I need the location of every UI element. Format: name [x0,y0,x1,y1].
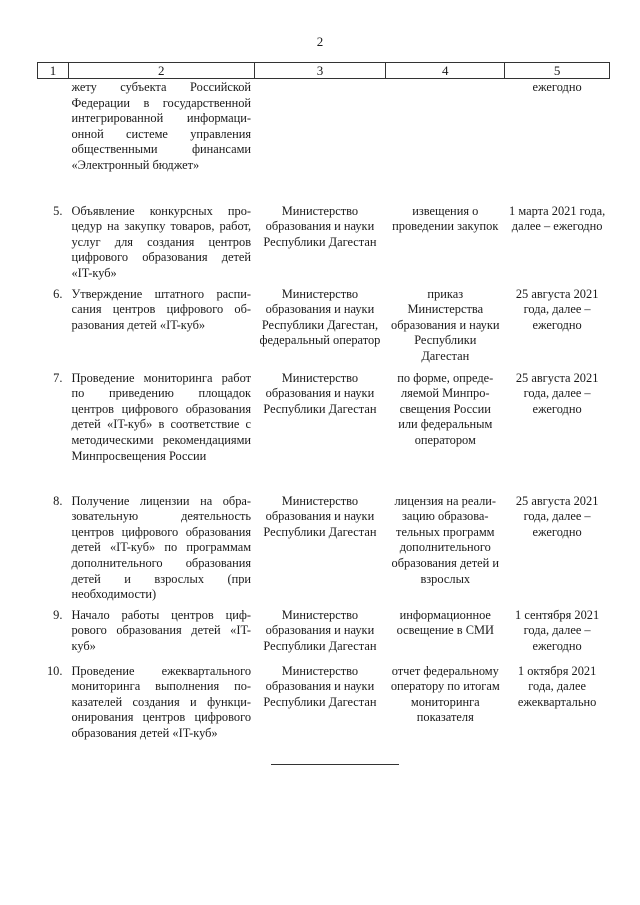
row-deadline: ежегодно [532,80,582,94]
row-result: приказ Министерства образования и науки Республики Дагестан [391,286,500,363]
row-deadline: 1 сентября 2021 года, далее – ежегодно [515,607,600,653]
row-description: Начало работы центров цифрового образования детей «IT-куб» [71,607,252,653]
header-col-5: 5 [505,63,610,79]
table-row [38,204,610,287]
row-deadline: 25 августа 2021 года, далее – ежегодно [515,286,599,332]
table-row [38,371,610,494]
row-number: 7. [53,370,63,385]
header-col-3: 3 [254,63,386,79]
row-result [386,79,505,204]
table-row-continuation [38,79,610,204]
row-deadline: 25 августа 2021 года, далее – ежегодно [515,370,599,416]
table-row [38,287,610,371]
row-description: Проведение ежеквартального мониторинга выполнения показателей создания и функционирования центров цифрового образования детей «IT-куб» [71,663,252,740]
row-description: жету субъекта Российской Федерации в государственной интегрированной информационной системе управления общественными финансами «Электронный бюджет» [71,80,252,172]
row-number: 8. [53,493,63,508]
row-result: по форме, определяемой Минпросвещения России или федеральным оператором [397,370,494,447]
plan-table [37,62,610,744]
row-description: Получение лицензии на образовательную деятельность центров цифрового образования детей «IT-куб» по программам дополнительного образования детей и взрослых (при необходимости) [71,493,252,602]
header-col-1: 1 [38,63,69,79]
header-col-2: 2 [68,63,254,79]
table-row [38,494,610,608]
row-number [38,79,69,204]
row-number: 5. [53,203,63,218]
row-description: Объявление конкурсных процедур на закупку товаров, работ, услуг для создания центров цифрового образования детей «IT-куб» [71,203,252,280]
row-deadline: 1 октября 2021 года, далее ежеквартально [517,663,597,709]
table-row [38,608,610,664]
row-responsible: Министерство образования и науки Республики Дагестан, федеральный оператор [259,286,381,348]
row-result: извещения о проведении закупок [392,203,499,234]
row-responsible: Министерство образования и науки Республики Дагестан [263,203,377,249]
header-col-4: 4 [386,63,505,79]
table-header [38,63,610,79]
row-number: 10. [46,663,63,678]
row-result: информационное освещение в СМИ [396,607,494,638]
row-deadline: 25 августа 2021 года, далее – ежегодно [515,493,599,539]
row-deadline: 1 марта 2021 года, далее – ежегодно [509,203,606,234]
row-responsible: Министерство образования и науки Республики Дагестан [263,607,377,653]
closing-rule [271,764,399,765]
row-description: Проведение мониторинга работ по приведению площадок центров цифрового образования детей «IT-куб» в соответствие с методическими рекомендациями Минпросвещения России [71,370,252,463]
row-responsible: Министерство образования и науки Республики Дагестан [263,663,377,709]
table-row [38,664,610,744]
row-number: 9. [53,607,63,622]
row-responsible: Министерство образования и науки Республики Дагестан [263,370,377,416]
row-number: 6. [53,286,63,301]
row-description: Утверждение штатного расписания центров цифрового образования детей «IT-куб» [71,286,252,332]
row-result: отчет федеральному оператору по итогам мониторинга показателя [390,663,500,725]
page-number: 2 [316,34,324,49]
row-responsible [254,79,386,204]
row-result: лицензия на реализацию образовательных программ дополнительного образования детей и взрослых [391,493,500,586]
row-responsible: Министерство образования и науки Республики Дагестан [263,493,377,539]
